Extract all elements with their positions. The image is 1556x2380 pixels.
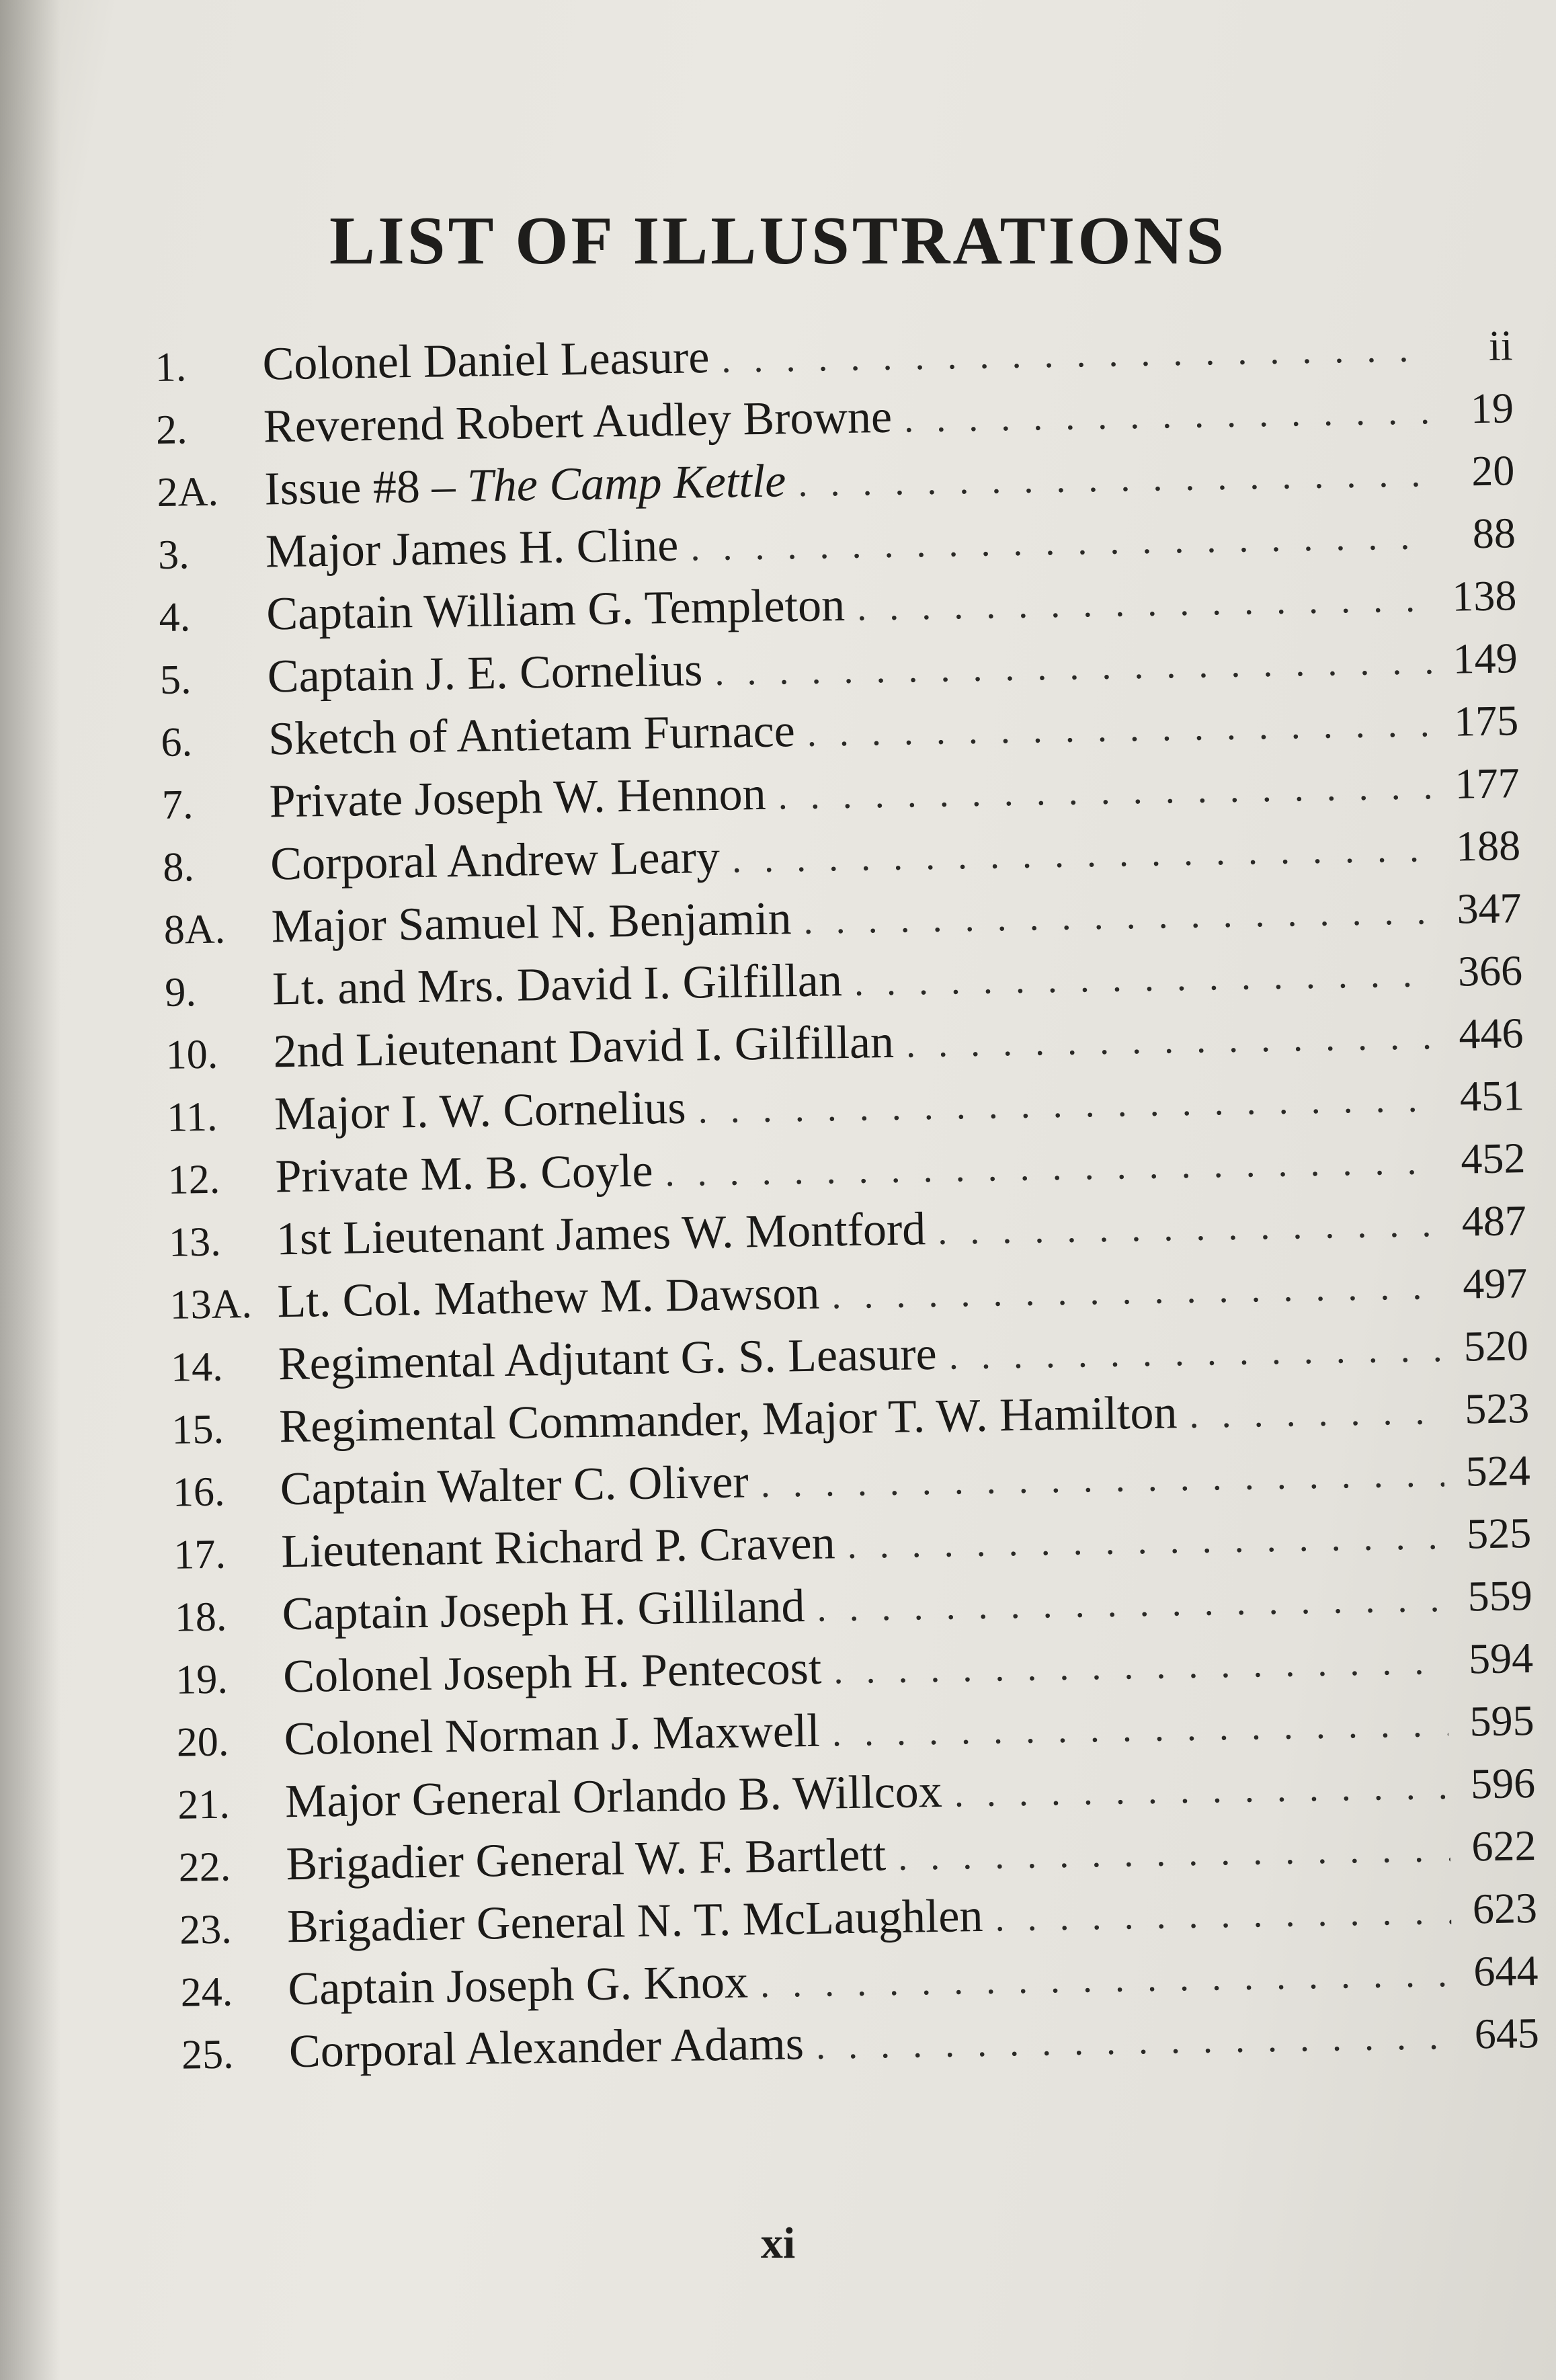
dot-leader xyxy=(854,952,1436,1005)
item-caption-text: Captain J. E. Cornelius xyxy=(267,644,703,703)
item-number: 4. xyxy=(158,594,191,641)
dot-leader xyxy=(731,827,1434,881)
item-caption-text: 1st Lieutenant James W. Montford xyxy=(276,1203,926,1266)
item-caption-text: Corporal Andrew Leary xyxy=(270,831,721,891)
item-caption-text: Captain Joseph G. Knox xyxy=(287,1956,749,2016)
item-number: 13. xyxy=(168,1219,222,1266)
dot-leader xyxy=(995,1890,1452,1940)
item-caption-text: Lieutenant Richard P. Craven xyxy=(280,1517,836,1578)
item-caption xyxy=(262,331,722,392)
item-caption xyxy=(284,1704,832,1766)
dot-leader xyxy=(807,702,1432,755)
item-number: 14. xyxy=(170,1344,224,1391)
item-number: 11. xyxy=(166,1094,218,1141)
item-caption-text: Brigadier General N. T. McLaughlen xyxy=(286,1889,983,1953)
item-number: 21. xyxy=(177,1781,231,1828)
item-page-number: 452 xyxy=(1460,1134,1526,1183)
item-caption xyxy=(277,1266,832,1329)
dot-leader xyxy=(760,1452,1444,1506)
dot-leader xyxy=(760,1953,1452,2006)
dot-leader xyxy=(954,1765,1449,1816)
item-page-number: 595 xyxy=(1469,1696,1535,1746)
item-page-number: 138 xyxy=(1451,571,1517,620)
dot-leader xyxy=(938,1202,1441,1254)
item-number: 17. xyxy=(173,1531,227,1578)
item-caption-text: Brigadier General W. F. Bartlett xyxy=(286,1829,887,1891)
item-page-number: 177 xyxy=(1455,759,1520,808)
dot-leader xyxy=(721,327,1427,381)
item-number: 12. xyxy=(167,1156,220,1203)
dot-leader xyxy=(778,765,1434,818)
item-caption xyxy=(275,1144,665,1204)
dot-leader xyxy=(898,1828,1450,1879)
item-caption xyxy=(268,704,808,767)
item-number: 1. xyxy=(155,344,187,391)
item-number: 16. xyxy=(172,1469,225,1516)
dot-leader xyxy=(798,452,1429,505)
item-caption-text: Major James H. Cline xyxy=(265,519,679,578)
item-caption xyxy=(281,1516,848,1579)
item-caption xyxy=(273,1016,907,1079)
item-caption xyxy=(288,1955,761,2016)
item-caption xyxy=(286,1889,995,1955)
dot-leader xyxy=(948,1327,1442,1379)
item-caption xyxy=(271,892,804,954)
item-caption-text: Colonel Daniel Leasure xyxy=(261,331,710,391)
item-number: 24. xyxy=(180,1969,233,2016)
item-page-number: 645 xyxy=(1474,2008,1540,2058)
item-caption xyxy=(265,519,691,579)
item-page-number: 520 xyxy=(1463,1321,1529,1370)
item-page-number: 623 xyxy=(1472,1883,1538,1933)
item-caption xyxy=(264,454,799,516)
dot-leader xyxy=(690,515,1430,569)
item-page-number: 366 xyxy=(1457,946,1523,995)
dot-leader xyxy=(1189,1390,1444,1437)
item-page-number: 524 xyxy=(1465,1446,1531,1495)
item-page-number: 19 xyxy=(1470,384,1514,433)
item-number: 18. xyxy=(174,1594,227,1641)
item-page-number: 487 xyxy=(1461,1196,1527,1245)
item-caption-italic: The Camp Kettle xyxy=(466,455,786,512)
item-caption-text: Corporal Alexander Adams xyxy=(288,2018,805,2078)
item-page-number: 559 xyxy=(1467,1571,1533,1620)
item-caption xyxy=(276,1202,938,1266)
dot-leader xyxy=(698,1077,1438,1132)
dot-leader xyxy=(665,1140,1440,1195)
dot-leader xyxy=(714,640,1432,694)
dot-leader xyxy=(904,390,1428,441)
illustrations-list xyxy=(155,318,1540,2089)
item-number: 2. xyxy=(155,407,188,453)
item-caption-text: Colonel Joseph H. Pentecost xyxy=(282,1642,822,1703)
item-caption xyxy=(288,2017,816,2079)
dot-leader xyxy=(817,1577,1446,1631)
item-caption xyxy=(270,831,733,892)
item-number: 19. xyxy=(175,1656,229,1703)
item-caption xyxy=(285,1765,955,1830)
item-caption xyxy=(283,1641,834,1704)
item-number: 7. xyxy=(161,782,194,828)
item-page-number: 88 xyxy=(1472,509,1516,558)
item-number: 2A. xyxy=(157,468,219,516)
item-caption xyxy=(266,579,858,642)
item-caption-text: Major Samuel N. Benjamin xyxy=(271,893,792,953)
item-number: 3. xyxy=(157,532,190,578)
item-page-number: 596 xyxy=(1470,1759,1536,1808)
item-caption-text: Regimental Commander, Major T. W. Hamilton xyxy=(278,1387,1178,1453)
dot-leader xyxy=(905,1015,1438,1066)
item-caption-text: Colonel Norman J. Maxwell xyxy=(284,1705,821,1766)
dot-leader xyxy=(833,1640,1448,1692)
item-page-number: 622 xyxy=(1471,1821,1537,1871)
item-page-number: 20 xyxy=(1471,446,1515,495)
item-page-number: 446 xyxy=(1458,1009,1524,1058)
item-caption-text: Sketch of Antietam Furnace xyxy=(268,705,796,766)
item-number: 20. xyxy=(176,1719,229,1766)
item-caption-text: Reverend Robert Audley Browne xyxy=(263,391,893,453)
item-number: 8A. xyxy=(163,906,226,953)
item-caption-text: Captain Joseph H. Gilliland xyxy=(282,1580,806,1641)
item-caption xyxy=(269,768,778,829)
item-page-number: 594 xyxy=(1468,1634,1534,1683)
page-number: xi xyxy=(760,2219,796,2268)
dot-leader xyxy=(857,577,1431,629)
item-caption-text: Private Joseph W. Hennon xyxy=(269,768,767,828)
item-caption-text: Regimental Adjutant G. S. Leasure xyxy=(278,1327,938,1391)
item-caption xyxy=(278,1327,949,1392)
item-caption-text: Private M. B. Coyle xyxy=(274,1145,654,1203)
item-caption-text: Major General Orlando B. Willcox xyxy=(284,1765,943,1828)
item-caption xyxy=(263,391,904,454)
item-page-number: 347 xyxy=(1456,884,1522,933)
dot-leader xyxy=(831,1702,1448,1755)
page-title: LIST OF ILLUSTRATIONS xyxy=(329,203,1227,279)
dot-leader xyxy=(847,1515,1446,1567)
item-number: 23. xyxy=(179,1906,233,1953)
item-page-number: 175 xyxy=(1453,696,1519,745)
item-page-number: 523 xyxy=(1464,1384,1530,1433)
item-number: 6. xyxy=(160,719,193,766)
item-caption xyxy=(286,1828,899,1891)
item-page-number: 451 xyxy=(1459,1071,1525,1120)
item-number: 5. xyxy=(159,657,192,703)
item-page-number: 644 xyxy=(1473,1946,1539,1996)
item-number: 13A. xyxy=(169,1280,253,1328)
dot-leader xyxy=(831,1265,1442,1317)
item-caption-text: Issue #8 – xyxy=(263,460,468,516)
item-number: 8. xyxy=(162,844,195,891)
item-caption-text: 2nd Lieutenant David I. Gilfillan xyxy=(273,1016,895,1078)
item-caption-text: Captain Walter C. Oliver xyxy=(280,1456,749,1516)
item-caption xyxy=(274,1081,699,1141)
binding-shadow xyxy=(0,0,60,2380)
item-caption xyxy=(267,643,715,704)
item-page-number: 149 xyxy=(1452,634,1518,683)
item-caption xyxy=(280,1455,761,1516)
item-caption xyxy=(282,1579,817,1641)
item-number: 15. xyxy=(171,1406,224,1453)
item-number: 25. xyxy=(181,2031,235,2078)
item-page-number: 188 xyxy=(1455,821,1521,870)
item-number: 22. xyxy=(178,1844,231,1891)
item-page-number: ii xyxy=(1488,321,1513,370)
item-page-number: 497 xyxy=(1462,1259,1528,1308)
item-caption-text: Major I. W. Cornelius xyxy=(274,1081,687,1141)
item-caption-text: Lt. Col. Mathew M. Dawson xyxy=(276,1267,820,1328)
item-caption-text: Captain William G. Templeton xyxy=(265,579,846,641)
item-number: 10. xyxy=(165,1031,218,1078)
dot-leader xyxy=(803,890,1436,943)
item-caption-text: Lt. and Mrs. David I. Gilfillan xyxy=(272,954,843,1016)
dot-leader xyxy=(815,2015,1453,2068)
item-caption xyxy=(272,954,855,1017)
item-page-number: 525 xyxy=(1466,1509,1532,1558)
item-number: 9. xyxy=(164,969,197,1016)
